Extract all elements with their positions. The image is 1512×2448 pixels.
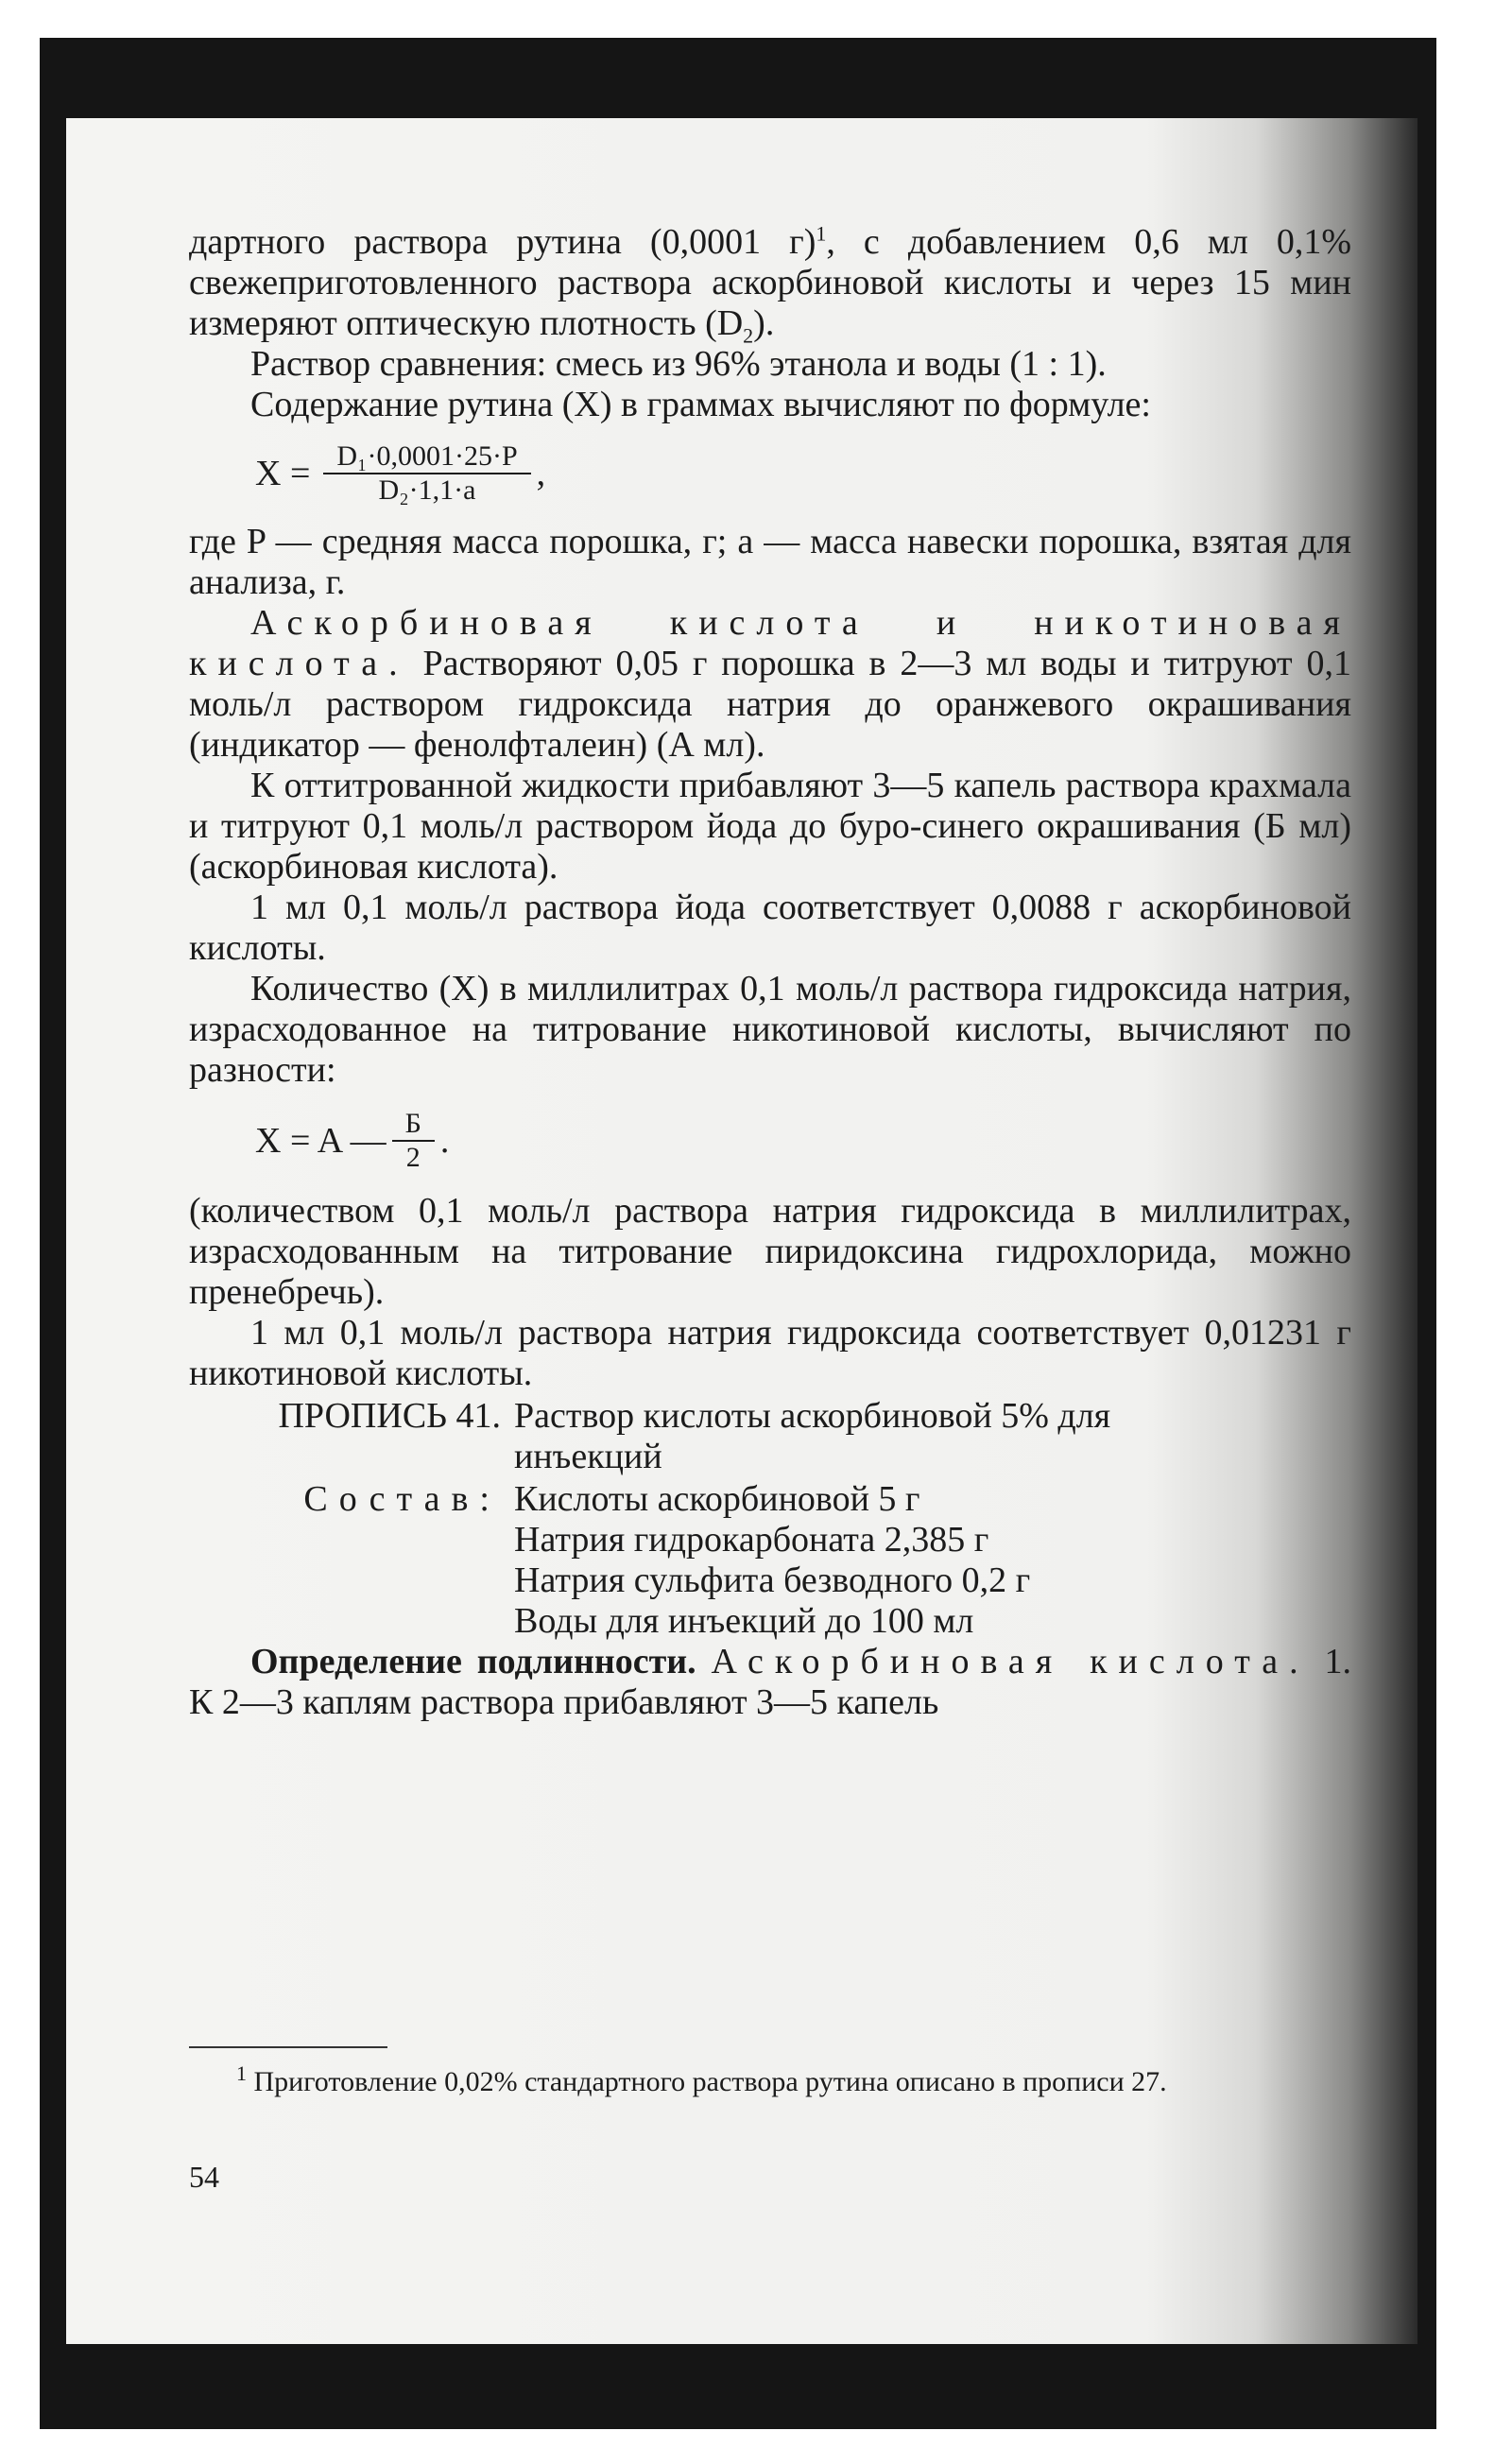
recipe-title-line: Раствор кислоты аскорбиновой 5% для [514,1396,1111,1436]
composition-item: Натрия гидрокарбоната 2,385 г [514,1520,989,1560]
composition-item: Натрия сульфита безводного 0,2 г [514,1560,1031,1600]
paragraph-5 [189,603,1351,766]
formula-difference [255,1108,1351,1174]
formula-denominator: D₂·1,1·a [378,474,476,506]
text-run: Растворяют 0,05 г порошка в 2—3 мл воды и титруют 0,1 моль/л раствором гидроксида натрия до оранжевого окрашивания (индикатор — фенолфталеин) (А мл). [189,644,1351,765]
paragraph-6: К оттитрованной жидкости прибавляют 3—5 капель раствора крахмала и титруют 0,1 моль/л раствором йода до буро-синего окрашивания (Б мл) (аскорбиновая кислота). [189,766,1351,887]
formula-fraction [392,1108,435,1174]
formula-fraction [323,440,530,507]
composition-list [514,1479,1351,1642]
formula-lhs: X = A — [255,1120,387,1161]
text-run: 1. К 2—3 каплям раствора прибавляют 3—5 капель [189,1642,1352,1722]
text-column [189,222,1351,1723]
paragraph-10: 1 мл 0,1 моль/л раствора натрия гидроксида соответствует 0,01231 г никотиновой кислоты. [189,1313,1351,1393]
recipe-label: ПРОПИСЬ 41. [278,1396,501,1436]
footnote-ref: 1 [816,221,827,246]
footnote-mark: 1 [236,2061,247,2085]
spaced-heading: Аскорбиновая кислота. [711,1642,1310,1681]
text-run: , с добавлением 0,6 мл 0,1% свежеприготовленного раствора аскорбиновой кислоты и через 15 мин измеряют оптическую плотность (D [189,222,1351,343]
footnote-divider [189,2046,387,2048]
formula-denominator: 2 [405,1142,421,1173]
footnote [189,2061,1351,2099]
paragraph-7: 1 мл 0,1 моль/л раствора йода соответствует 0,0088 г аскорбиновой кислоты. [189,888,1351,968]
formula-tail: , [536,453,546,493]
recipe-title-line: инъекций [514,1437,662,1476]
text-run: дартного раствора рутина (0,0001 г) [189,222,816,262]
footnote-text: Приготовление 0,02% стандартного раствора рутина описано в прописи 27. [247,2066,1167,2097]
paragraph-authenticity [189,1642,1351,1723]
formula-lhs: X = [255,453,311,493]
formula-rutin [255,440,1351,507]
paragraph-4: где P — средняя масса порошка, г; а — масса навески порошка, взятая для анализа, г. [189,522,1351,602]
paragraph-8: Количество (X) в миллилитрах 0,1 моль/л раствора гидроксида натрия, израсходованное на титрование никотиновой кислоты, вычисляют по разности: [189,969,1351,1090]
paragraph-9: (количеством 0,1 моль/л раствора натрия гидроксида в миллилитрах, израсходованным на титрование пиридоксина гидрохлорида, можно пренебречь). [189,1191,1351,1312]
formula-numerator: Б [392,1108,435,1142]
composition-item: Воды для инъекций до 100 мл [514,1601,974,1641]
recipe-composition [189,1479,1351,1642]
composition-label: Состав: [303,1479,501,1519]
book-page [66,118,1418,2344]
formula-numerator: D₁·0,0001·25·P [323,440,530,474]
page-number: 54 [189,2160,219,2194]
recipe-title-body [514,1396,1351,1477]
paragraph-1 [189,221,1351,348]
subscript: 2 [743,323,754,348]
paragraph-3: Содержание рутина (X) в граммах вычисляют по формуле: [250,385,1151,424]
composition-item: Кислоты аскорбиновой 5 г [514,1479,920,1519]
spaced-heading: Аскорбиновая кислота и никотиновая кислота. [189,603,1351,683]
bold-heading: Определение подлинности. [250,1642,696,1681]
text-run: ). [753,303,775,343]
formula-tail: . [439,1120,450,1161]
paragraph-2: Раствор сравнения: смесь из 96% этанола и воды (1 : 1). [250,344,1107,384]
recipe-title [189,1396,1351,1477]
